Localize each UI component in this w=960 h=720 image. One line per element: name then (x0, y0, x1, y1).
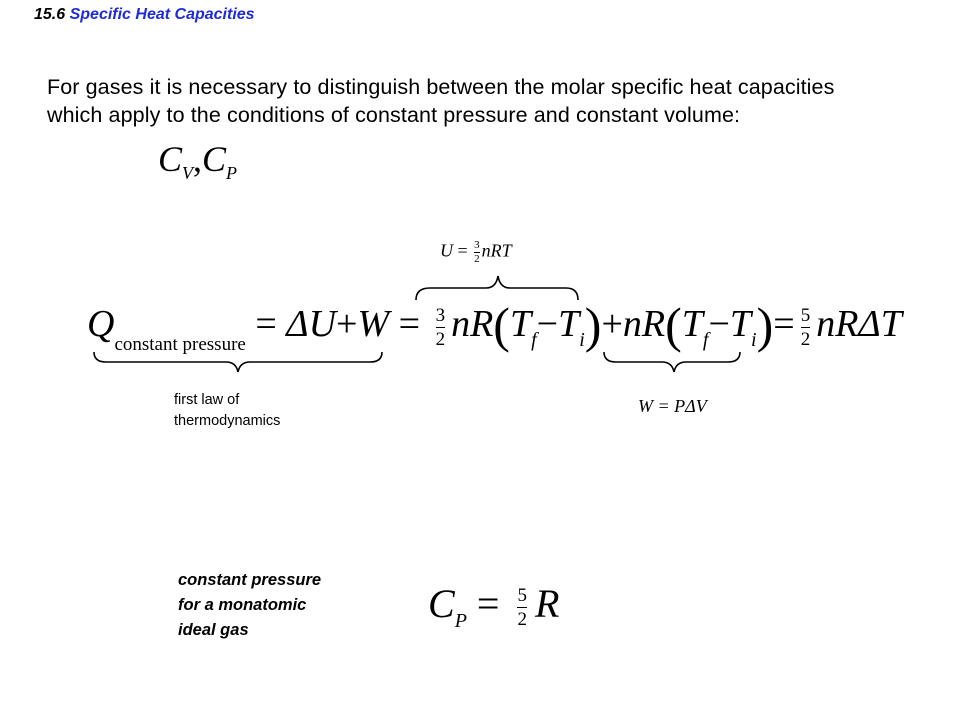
heat-constant-pressure-equation: $Q_{constant pressure} = \Delta U+W$ = $\frac{3}{2}$ $nR(T_f-T_i)+nR(T_f-T_i)=$ $\frac{5}{2}$ nRΔT (87, 297, 902, 355)
cp-result-equation: $C_P$ = $\frac{5}{2}$ R (428, 581, 560, 632)
first-law-label: first law of thermodynamics (174, 392, 281, 429)
section-title: Specific Heat Capacities (69, 6, 255, 23)
section-number: 15.6 (34, 6, 66, 23)
fraction-five-halves: $\frac{5}{2}$ (800, 304, 811, 350)
fraction-three-halves-small: $\frac{3}{2}$ (474, 239, 480, 265)
internal-energy-equation: U = $\frac{3}{2}$ nRT (440, 239, 512, 265)
fraction-three-halves: $\frac{3}{2}$ (435, 304, 446, 350)
cv-cp-symbols: $C_V,C_P$ (158, 139, 238, 183)
intro-paragraph: For gases it is necessary to distinguish between the molar specific heat capacities which apply to the conditions of constant pressure and constant volume: (47, 75, 835, 127)
work-equation: W = PΔV (638, 396, 707, 416)
fraction-five-halves-result: $\frac{5}{2}$ (517, 585, 527, 631)
constant-pressure-label: constant pressure for a monatomic ideal gas (178, 571, 322, 639)
